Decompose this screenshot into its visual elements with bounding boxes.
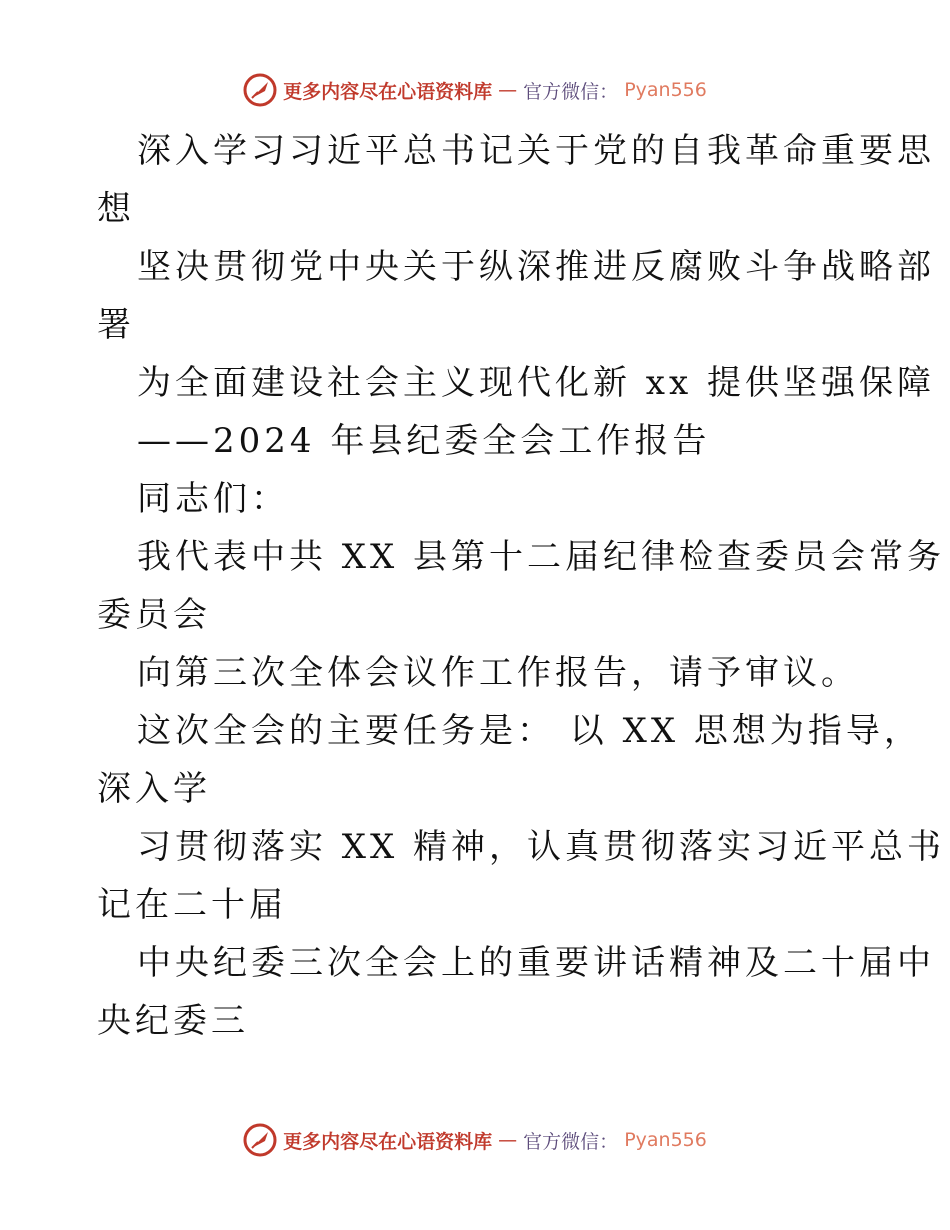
text-line: ——2024 年县纪委全会工作报告	[137, 421, 711, 461]
watermark-brand: 更多内容尽在心语资料库	[283, 1130, 493, 1153]
text-line: 央纪委三	[97, 1001, 249, 1041]
watermark-brand: 更多内容尽在心语资料库	[283, 80, 493, 103]
header-watermark	[0, 70, 950, 110]
text-line: 为全面建设社会主义现代化新 xx 提供坚强保障	[137, 363, 935, 403]
watermark-wechat-id: Pyan556	[624, 79, 707, 101]
text-line: 同志们：	[137, 479, 289, 519]
text-line: 深入学	[97, 769, 211, 809]
watermark-label: 官方微信：	[523, 1130, 619, 1153]
text-line: 深入学习习近平总书记关于党的自我革命重要思	[137, 131, 935, 171]
watermark-wechat-id: Pyan556	[624, 1129, 707, 1151]
watermark-dash: —	[498, 1129, 518, 1151]
text-line: 这次全会的主要任务是： 以 XX 思想为指导，	[137, 711, 922, 751]
text-line: 想	[97, 189, 135, 229]
footer-watermark	[0, 1120, 950, 1160]
watermark-label: 官方微信：	[523, 80, 619, 103]
text-line: 习贯彻落实 XX 精神，认真贯彻落实习近平总书	[137, 827, 946, 867]
quill-logo-icon	[243, 1123, 277, 1157]
text-line: 委员会	[97, 595, 211, 635]
text-line: 署	[97, 305, 135, 345]
text-line: 向第三次全体会议作工作报告，请予审议。	[137, 653, 859, 693]
text-line: 记在二十届	[97, 885, 287, 925]
text-line: 我代表中共 XX 县第十二届纪律检查委员会常务	[137, 537, 946, 577]
document-body	[97, 122, 946, 1050]
quill-logo-icon	[243, 73, 277, 107]
watermark-dash: —	[498, 79, 518, 101]
text-line: 坚决贯彻党中央关于纵深推进反腐败斗争战略部	[137, 247, 935, 287]
text-line: 中央纪委三次全会上的重要讲话精神及二十届中	[137, 943, 935, 983]
